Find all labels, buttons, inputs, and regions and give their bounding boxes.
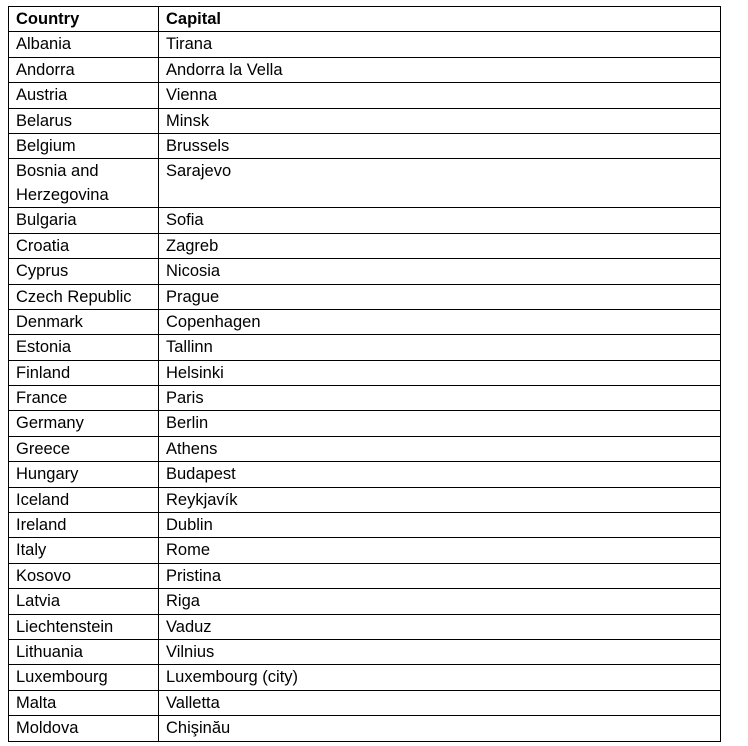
country-cell: France	[9, 386, 159, 411]
table-body	[9, 32, 721, 741]
table-row	[9, 32, 721, 57]
country-cell: Austria	[9, 83, 159, 108]
table-row	[9, 259, 721, 284]
country-capital-table	[8, 6, 721, 742]
capital-cell: Valletta	[159, 690, 721, 715]
capital-cell: Pristina	[159, 563, 721, 588]
country-cell: Estonia	[9, 335, 159, 360]
capital-cell: Dublin	[159, 513, 721, 538]
country-capital-table-container	[8, 6, 721, 742]
table-row	[9, 436, 721, 461]
country-cell: Bulgaria	[9, 208, 159, 233]
table-row	[9, 335, 721, 360]
table-row	[9, 563, 721, 588]
table-row	[9, 57, 721, 82]
capital-cell: Vilnius	[159, 639, 721, 664]
country-cell: Lithuania	[9, 639, 159, 664]
capital-cell: Paris	[159, 386, 721, 411]
country-cell: Luxembourg	[9, 665, 159, 690]
table-row	[9, 538, 721, 563]
country-cell: Croatia	[9, 233, 159, 258]
country-cell: Cyprus	[9, 259, 159, 284]
capital-cell: Copenhagen	[159, 309, 721, 334]
country-cell: Moldova	[9, 716, 159, 741]
table-row	[9, 133, 721, 158]
country-cell: Czech Republic	[9, 284, 159, 309]
table-row	[9, 360, 721, 385]
country-cell: Latvia	[9, 589, 159, 614]
country-cell: Albania	[9, 32, 159, 57]
table-row	[9, 284, 721, 309]
capital-cell: Tallinn	[159, 335, 721, 360]
table-row	[9, 108, 721, 133]
table-row	[9, 309, 721, 334]
table-row	[9, 639, 721, 664]
table-row	[9, 589, 721, 614]
capital-cell: Tirana	[159, 32, 721, 57]
capital-cell: Vaduz	[159, 614, 721, 639]
country-cell: Finland	[9, 360, 159, 385]
table-row	[9, 513, 721, 538]
table-row	[9, 665, 721, 690]
capital-cell: Athens	[159, 436, 721, 461]
country-cell: Ireland	[9, 513, 159, 538]
capital-cell: Sarajevo	[159, 159, 721, 208]
country-cell: Kosovo	[9, 563, 159, 588]
table-row	[9, 411, 721, 436]
country-cell: Bosnia and Herzegovina	[9, 159, 159, 208]
capital-cell: Brussels	[159, 133, 721, 158]
capital-cell: Reykjavík	[159, 487, 721, 512]
capital-cell: Rome	[159, 538, 721, 563]
capital-cell: Prague	[159, 284, 721, 309]
table-row	[9, 233, 721, 258]
table-row	[9, 487, 721, 512]
capital-cell: Luxembourg (city)	[159, 665, 721, 690]
country-cell: Greece	[9, 436, 159, 461]
country-column-header: Country	[9, 7, 159, 32]
table-row	[9, 159, 721, 208]
table-row	[9, 208, 721, 233]
capital-cell: Minsk	[159, 108, 721, 133]
country-cell: Iceland	[9, 487, 159, 512]
capital-column-header: Capital	[159, 7, 721, 32]
capital-cell: Sofia	[159, 208, 721, 233]
capital-cell: Chişinău	[159, 716, 721, 741]
country-cell: Hungary	[9, 462, 159, 487]
table-row	[9, 83, 721, 108]
country-cell: Germany	[9, 411, 159, 436]
table-row	[9, 462, 721, 487]
country-cell: Italy	[9, 538, 159, 563]
country-cell: Malta	[9, 690, 159, 715]
table-row	[9, 386, 721, 411]
table-row	[9, 614, 721, 639]
table-row	[9, 690, 721, 715]
capital-cell: Nicosia	[159, 259, 721, 284]
country-cell: Liechtenstein	[9, 614, 159, 639]
country-cell: Belgium	[9, 133, 159, 158]
capital-cell: Andorra la Vella	[159, 57, 721, 82]
table-row	[9, 716, 721, 741]
country-cell: Andorra	[9, 57, 159, 82]
capital-cell: Budapest	[159, 462, 721, 487]
country-cell: Denmark	[9, 309, 159, 334]
table-header-row	[9, 7, 721, 32]
capital-cell: Riga	[159, 589, 721, 614]
capital-cell: Vienna	[159, 83, 721, 108]
capital-cell: Zagreb	[159, 233, 721, 258]
country-cell: Belarus	[9, 108, 159, 133]
capital-cell: Berlin	[159, 411, 721, 436]
capital-cell: Helsinki	[159, 360, 721, 385]
